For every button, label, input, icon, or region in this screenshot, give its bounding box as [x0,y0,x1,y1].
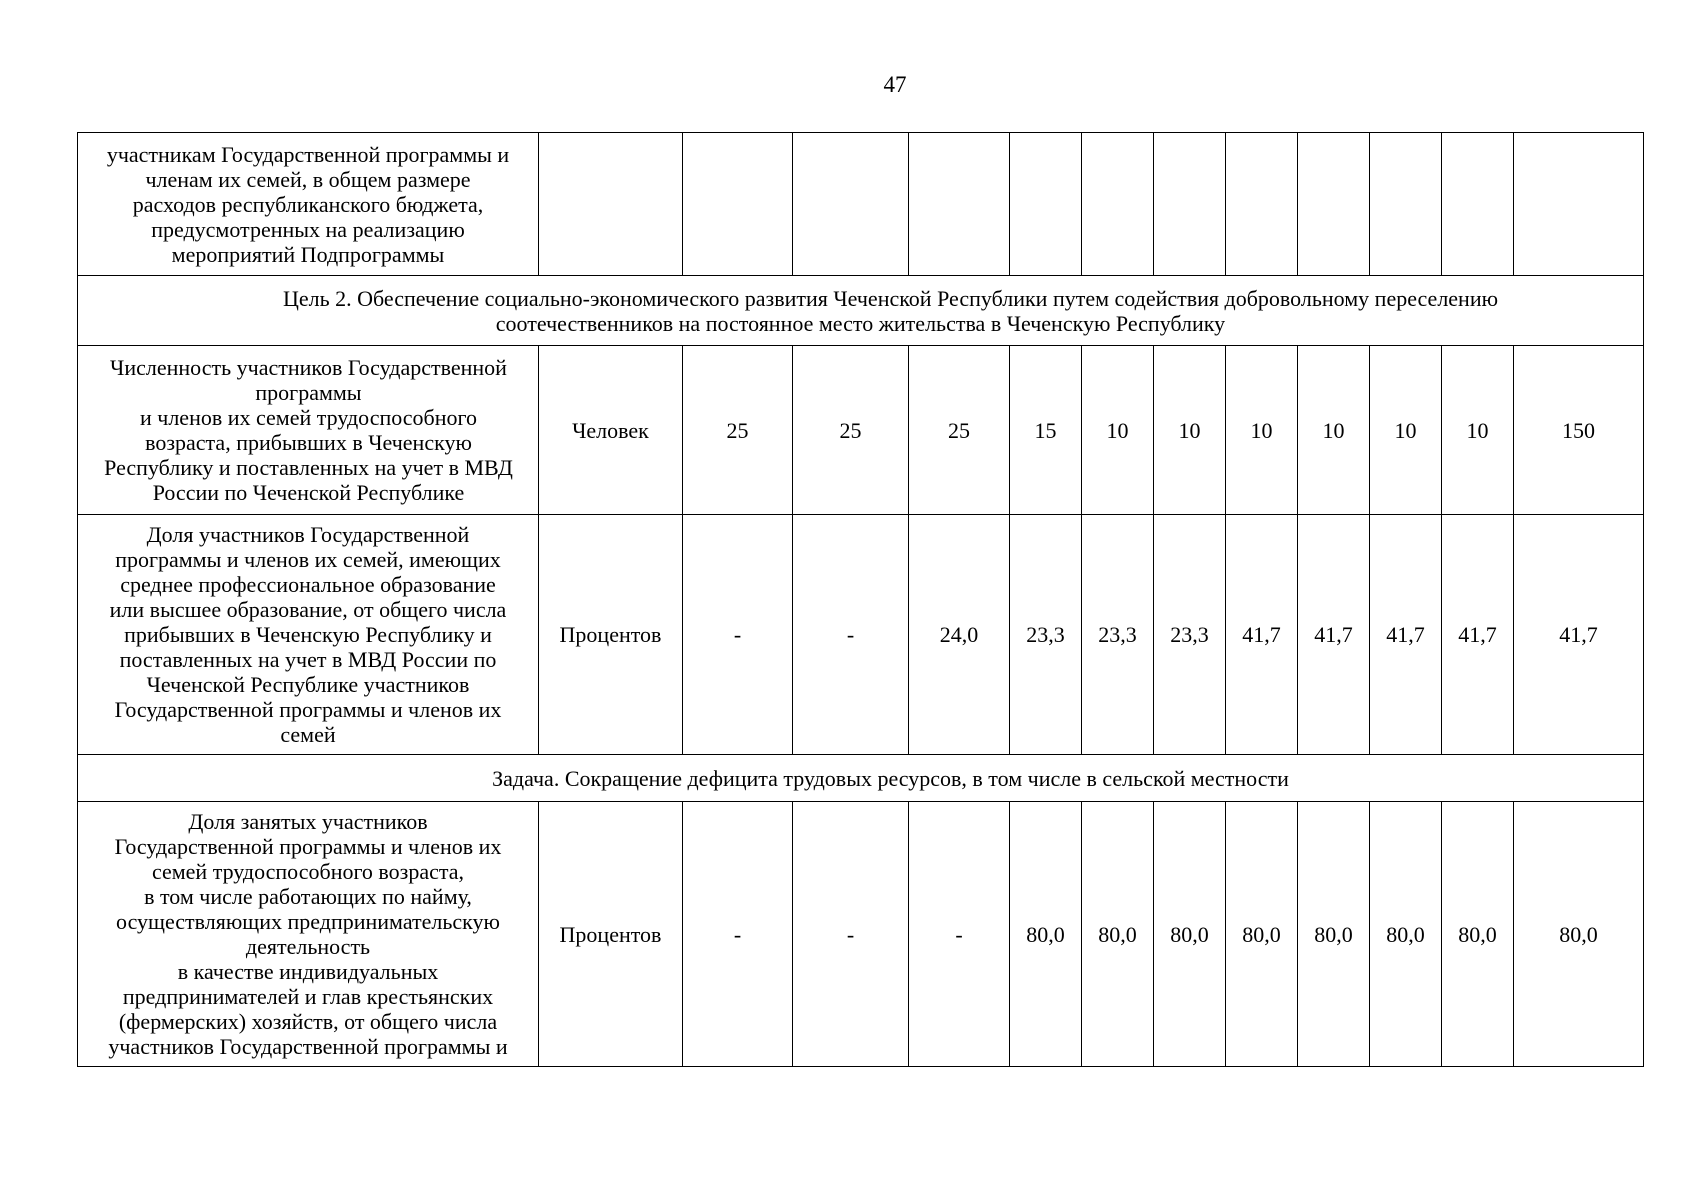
table-row [78,133,1644,276]
value-cell: 10 [1082,346,1154,515]
indicator-description: участникам Государственной программы и членам их семей, в общем размере расходов республиканского бюджета, предусмотренных на реализацию мероприятий Подпрограммы [78,133,539,276]
value-cell [1226,133,1298,276]
value-cell: 80,0 [1010,802,1082,1067]
indicators-table [77,132,1644,1067]
value-cell: 25 [793,346,909,515]
value-cell: 24,0 [909,515,1010,755]
table-row [78,346,1644,515]
value-cell: 80,0 [1154,802,1226,1067]
value-cell: 80,0 [1442,802,1514,1067]
table-row [78,755,1644,802]
table-row [78,515,1644,755]
value-cell: 80,0 [1514,802,1644,1067]
indicator-description: Доля участников Государственной программы и членов их семей, имеющих среднее профессиональное образование или высшее образование, от общего числа прибывших в Чеченскую Республику и поставленных на учет в МВД России по Чеченской Республике участников Государственной программы и членов их семей [78,515,539,755]
indicator-description: Численность участников Государственной программы и членов их семей трудоспособного возраста, прибывших в Чеченскую Республику и поставленных на учет в МВД России по Чеченской Республике [78,346,539,515]
table-row [78,276,1644,346]
value-cell: 10 [1298,346,1370,515]
value-cell: 10 [1154,346,1226,515]
indicator-unit: Процентов [539,802,683,1067]
value-cell: 80,0 [1082,802,1154,1067]
table-row [78,802,1644,1067]
goal-heading-line-2: соотечественников на постоянное место жительства в Чеченскую Республику [495,310,1226,336]
value-cell: - [793,802,909,1067]
value-cell: 25 [683,346,793,515]
value-cell: - [683,802,793,1067]
value-cell: 41,7 [1298,515,1370,755]
indicator-description: Доля занятых участников Государственной программы и членов их семей трудоспособного возраста, в том числе работающих по найму, осуществляющих предпринимательскую деятельность в качестве индивидуальных предпринимателей и глав крестьянских (фермерских) хозяйств, от общего числа участников Государственной программы и [78,802,539,1067]
goal-heading-line-1: Цель 2. Обеспечение социально-экономического развития Чеченской Республики путем содействия добровольному переселению [282,285,1499,311]
value-cell: 41,7 [1442,515,1514,755]
value-cell [1010,133,1082,276]
value-cell [909,133,1010,276]
value-cell: 25 [909,346,1010,515]
value-cell: 80,0 [1370,802,1442,1067]
value-cell: 23,3 [1154,515,1226,755]
value-cell: 41,7 [1514,515,1644,755]
indicator-unit: Процентов [539,515,683,755]
value-cell: - [909,802,1010,1067]
value-cell [1154,133,1226,276]
indicator-unit [539,133,683,276]
value-cell [683,133,793,276]
goal-section-heading [78,276,1644,346]
page-number: 47 [883,72,907,97]
value-cell: 80,0 [1226,802,1298,1067]
value-cell: 10 [1442,346,1514,515]
value-cell: - [793,515,909,755]
task-section-heading [78,755,1644,802]
value-cell [793,133,909,276]
value-cell: 41,7 [1370,515,1442,755]
value-cell [1082,133,1154,276]
task-heading: Задача. Сокращение дефицита трудовых ресурсов, в том числе в сельской местности [492,765,1289,791]
value-cell [1298,133,1370,276]
value-cell: 41,7 [1226,515,1298,755]
value-cell: 23,3 [1082,515,1154,755]
value-cell [1514,133,1644,276]
indicator-unit: Человек [539,346,683,515]
value-cell: 80,0 [1298,802,1370,1067]
value-cell: 10 [1226,346,1298,515]
value-cell: 23,3 [1010,515,1082,755]
value-cell [1370,133,1442,276]
value-cell: 10 [1370,346,1442,515]
value-cell: 15 [1010,346,1082,515]
value-cell: 150 [1514,346,1644,515]
value-cell [1442,133,1514,276]
value-cell: - [683,515,793,755]
